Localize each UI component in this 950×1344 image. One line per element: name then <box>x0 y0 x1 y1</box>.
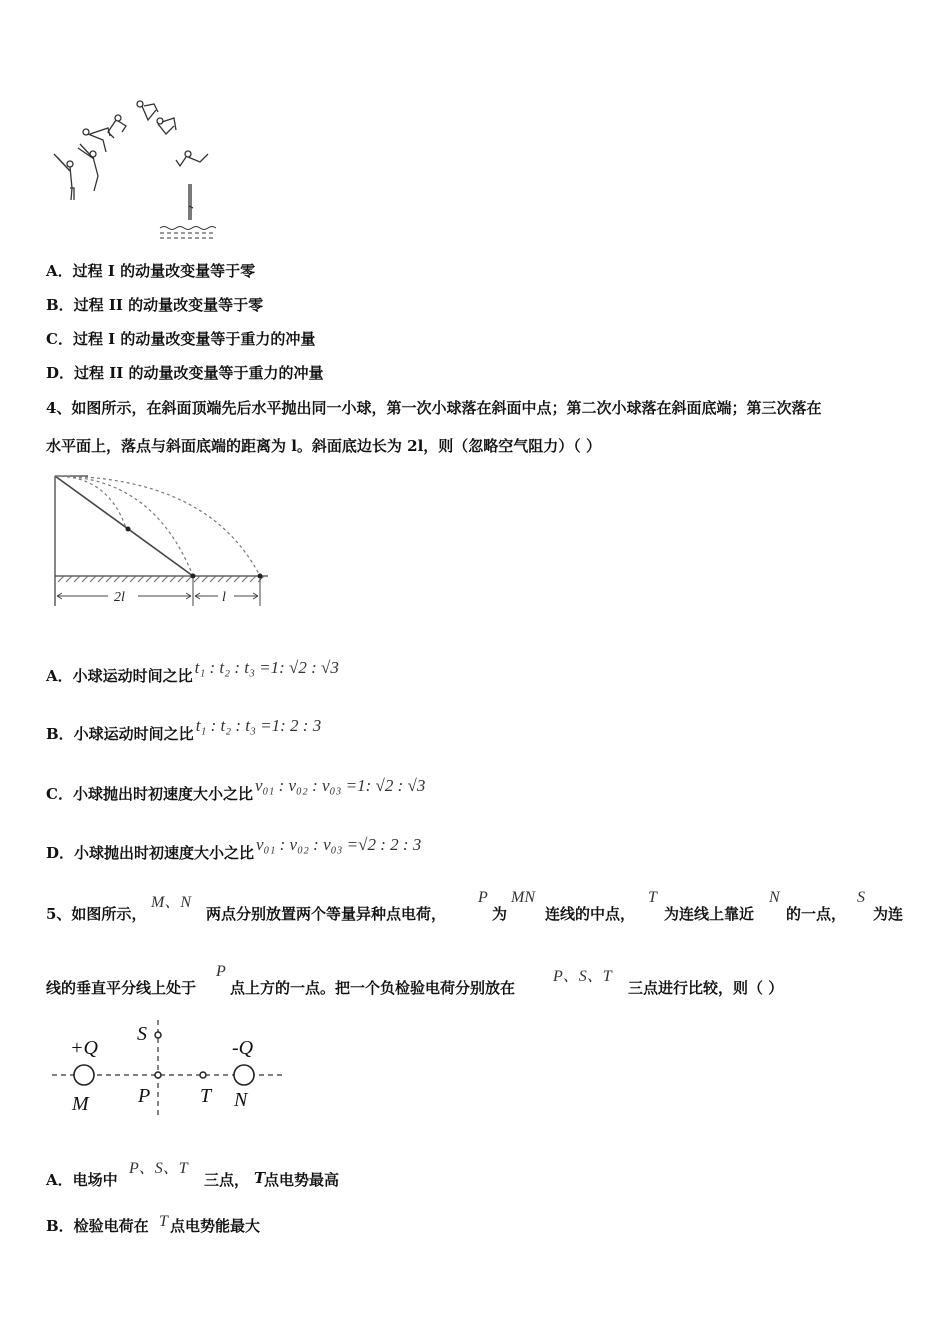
q5-sym-t: T <box>648 889 657 906</box>
q5-option-b-sym: T <box>159 1213 168 1230</box>
label-t: T <box>200 1085 212 1107</box>
point-s <box>155 1032 161 1038</box>
q5-sym-mn: M、N <box>151 894 192 911</box>
q5-stem-p8: 线的垂直平分线上处于 <box>46 979 197 997</box>
q4-option-c <box>46 776 426 804</box>
q4-option-a-formula: t₁ : t₂ : t₃ =1: √2 : √3 <box>194 658 339 677</box>
q5-option-a-p1: A．电场中 <box>46 1171 118 1189</box>
charges-figure <box>48 1018 288 1118</box>
q4-option-a-label: A．小球运动时间之比 <box>46 667 193 685</box>
water-surface <box>160 227 216 239</box>
diver-pose-jump <box>78 144 98 191</box>
q5-option-a-sym: P、S、T <box>129 1160 188 1177</box>
diver-pose-standing <box>54 154 74 200</box>
q5-sym-mn2: MN <box>511 889 535 906</box>
point-p <box>155 1072 161 1078</box>
q5-stem-p6: 的一点， <box>786 905 847 923</box>
q5-sym-p: P <box>478 889 488 906</box>
trajectory-3 <box>55 476 260 576</box>
q4-stem-line2: 水平面上，落点与斜面底端的距离为 l。斜面底边长为 2l，则（忽略空气阻力）（ ） <box>46 437 602 455</box>
label-s: S <box>137 1023 147 1045</box>
q5-stem-p1: 5、如图所示， <box>46 905 147 923</box>
q5-sym-pst: P、S、T <box>553 968 612 985</box>
q5-sym-p2: P <box>216 963 226 980</box>
landing-point-3 <box>258 574 263 579</box>
q4-option-d <box>46 835 422 863</box>
q5-option-b-p1: B．检验电荷在 <box>46 1217 149 1235</box>
charge-n <box>234 1065 254 1085</box>
q3-option-b: B．过程 II 的动量改变量等于零 <box>46 296 264 314</box>
landing-point-2 <box>191 574 196 579</box>
charge-m <box>74 1065 94 1085</box>
q5-option-a-p3: 点电势最高 <box>264 1171 340 1189</box>
label-plus-q: +Q <box>70 1037 98 1059</box>
diver-pose-entry <box>189 184 193 220</box>
q4-option-b-label: B．小球运动时间之比 <box>46 725 194 743</box>
point-t <box>200 1072 206 1078</box>
q5-sym-n: N <box>769 889 780 906</box>
q5-stem-p10: 三点进行比较，则（ ） <box>628 979 784 997</box>
landing-point-1 <box>126 527 131 532</box>
q4-option-d-formula: v₀₁ : v₀₂ : v₀₃ =√2 : 2 : 3 <box>256 835 422 854</box>
q5-option-a-t: T <box>254 1169 266 1187</box>
q5-stem-p2: 两点分别放置两个等量异种点电荷， <box>206 905 447 923</box>
q5-sym-s: S <box>857 889 865 906</box>
label-n: N <box>234 1089 248 1111</box>
q5-option-a-p2: 三点， <box>204 1171 250 1189</box>
q5-option-b-p2: 点电势能最大 <box>170 1217 261 1235</box>
q4-option-c-formula: v₀₁ : v₀₂ : v₀₃ =1: √2 : √3 <box>254 776 426 795</box>
q4-stem-line1: 4、如图所示，在斜面顶端先后水平抛出同一小球，第一次小球落在斜面中点；第二次小球落在斜面底端；第三次落在 <box>46 399 822 417</box>
diver-pose-pike <box>108 115 126 138</box>
label-minus-q: -Q <box>232 1037 254 1059</box>
incline-slope <box>55 476 193 576</box>
q4-option-b-formula: t₁ : t₂ : t₃ =1: 2 : 3 <box>195 716 322 735</box>
label-m: M <box>72 1093 89 1115</box>
incline-figure <box>48 470 278 612</box>
q3-option-a: A．过程 I 的动量改变量等于零 <box>46 262 256 280</box>
diver-pose-descend <box>176 151 208 166</box>
q5-stem-p5: 为连线上靠近 <box>664 905 755 923</box>
label-2l: 2l <box>114 590 125 605</box>
label-p: P <box>138 1085 151 1107</box>
q4-option-b <box>46 716 322 744</box>
q5-stem-p9: 点上方的一点。把一个负检验电荷分别放在 <box>230 979 516 997</box>
diver-pose-top <box>137 101 158 120</box>
label-l: l <box>222 590 226 605</box>
diver-pose-tuck <box>157 118 176 134</box>
q5-stem-p7: 为连 <box>873 905 904 923</box>
q5-stem-p4: 连线的中点， <box>545 905 636 923</box>
q4-option-c-label: C．小球抛出时初速度大小之比 <box>46 785 253 803</box>
diver-figure <box>48 96 223 242</box>
q4-option-d-label: D．小球抛出时初速度大小之比 <box>46 844 255 862</box>
diver-pose-rising <box>83 128 110 152</box>
q3-option-c: C．过程 I 的动量改变量等于重力的冲量 <box>46 330 316 348</box>
q4-option-a <box>46 658 339 686</box>
q5-stem-p3: 为 <box>492 905 508 923</box>
q3-option-d: D．过程 II 的动量改变量等于重力的冲量 <box>46 364 324 382</box>
ground-hatching <box>58 576 264 582</box>
